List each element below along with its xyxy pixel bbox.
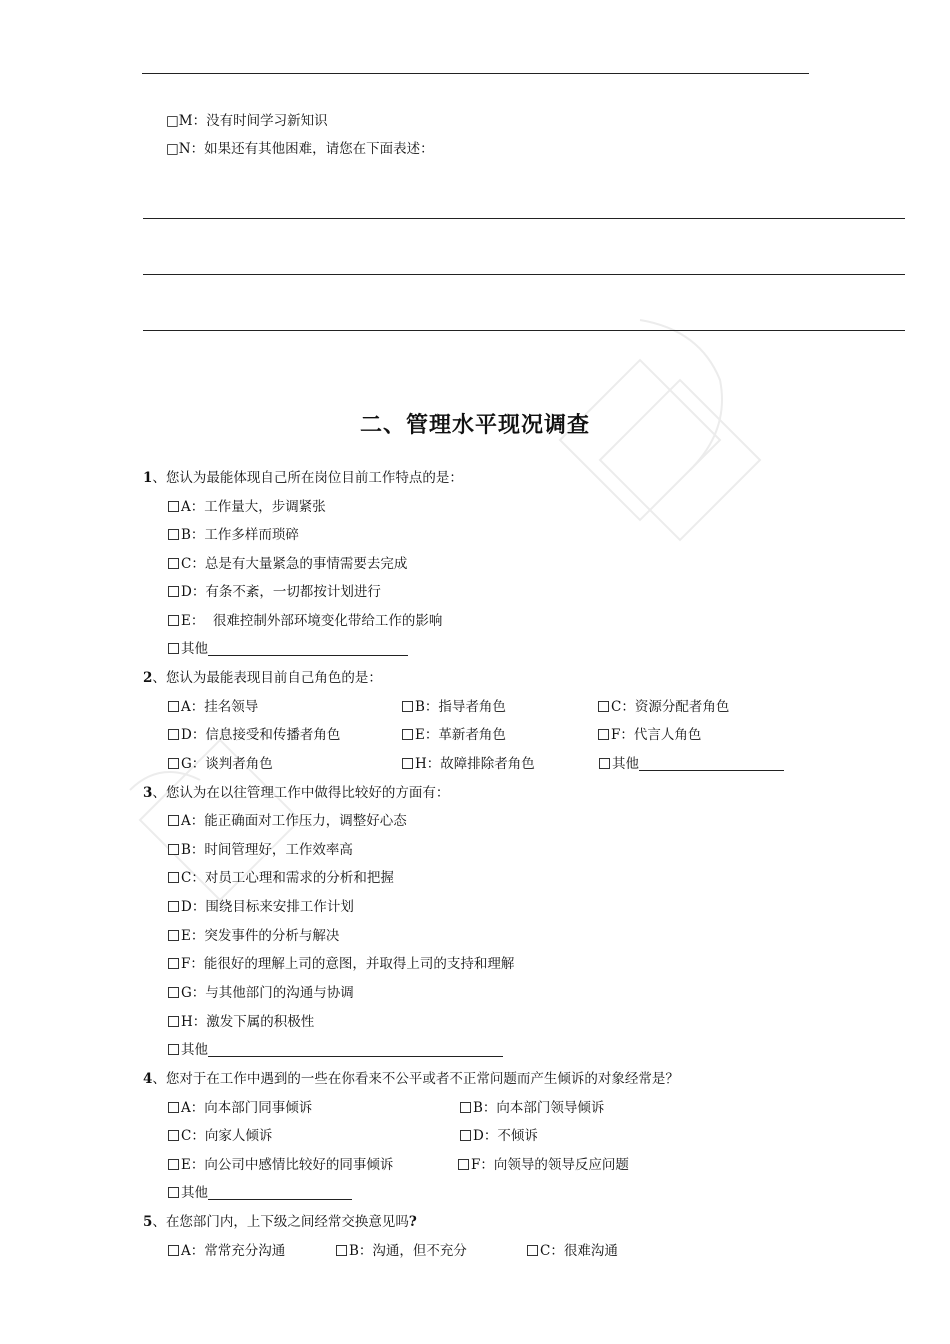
checkbox-icon[interactable] bbox=[168, 1245, 179, 1256]
question-3 bbox=[143, 781, 449, 801]
checkbox-icon[interactable] bbox=[460, 1102, 471, 1113]
other-blank[interactable] bbox=[208, 642, 408, 656]
question-4 bbox=[143, 1067, 679, 1087]
q3-option-h[interactable] bbox=[168, 1010, 314, 1030]
option-label: E：革新者角色 bbox=[415, 727, 506, 743]
q1-option-b[interactable] bbox=[168, 523, 299, 543]
q3-option-b[interactable] bbox=[168, 838, 353, 858]
q4-option-e[interactable] bbox=[168, 1153, 393, 1173]
answer-line[interactable] bbox=[143, 330, 905, 331]
option-label: C：很难沟通 bbox=[540, 1243, 618, 1259]
checkbox-icon[interactable] bbox=[168, 872, 179, 883]
checkbox-icon[interactable] bbox=[168, 1102, 179, 1113]
option-m-label: □M：没有时间学习新知识 bbox=[166, 113, 328, 129]
option-label: B：向本部门领导倾诉 bbox=[473, 1100, 605, 1116]
question-number: 1 bbox=[143, 470, 153, 486]
q1-option-c[interactable] bbox=[168, 552, 407, 572]
checkbox-icon[interactable] bbox=[168, 729, 179, 740]
option-label: A：工作量大，步调紧张 bbox=[181, 499, 326, 515]
other-blank[interactable] bbox=[639, 757, 784, 771]
option-label: E：突发事件的分析与解决 bbox=[181, 928, 340, 944]
checkbox-icon[interactable] bbox=[168, 1159, 179, 1170]
question-text: 、您认为最能体现自己所在岗位目前工作特点的是： bbox=[152, 470, 463, 486]
q2-option-g[interactable] bbox=[168, 752, 273, 772]
option-label: G：谈判者角色 bbox=[181, 756, 273, 772]
option-label: 其他 bbox=[612, 756, 639, 772]
q3-option-f[interactable] bbox=[168, 952, 514, 972]
checkbox-icon[interactable] bbox=[168, 558, 179, 569]
option-label: D：有条不紊，一切都按计划进行 bbox=[181, 584, 381, 600]
option-label: B：工作多样而琐碎 bbox=[181, 527, 299, 543]
checkbox-icon[interactable] bbox=[168, 615, 179, 626]
question-text: 、您认为最能表现目前自己角色的是： bbox=[152, 670, 382, 686]
checkbox-icon[interactable] bbox=[168, 1130, 179, 1141]
option-label: A：能正确面对工作压力，调整好心态 bbox=[181, 813, 407, 829]
other-blank[interactable] bbox=[208, 1043, 503, 1057]
option-label: 其他 bbox=[181, 1042, 208, 1058]
checkbox-icon[interactable] bbox=[168, 1044, 179, 1055]
q4-option-c[interactable] bbox=[168, 1124, 272, 1144]
answer-line[interactable] bbox=[143, 218, 905, 219]
q3-option-other[interactable] bbox=[168, 1038, 503, 1058]
option-label: C：对员工心理和需求的分析和把握 bbox=[181, 870, 394, 886]
option-label: A：常常充分沟通 bbox=[181, 1243, 286, 1259]
question-text: 、您对于在工作中遇到的一些在你看来不公平或者不正常问题而产生倾诉的对象经常是？ bbox=[152, 1071, 679, 1087]
option-label: A：挂名领导 bbox=[181, 699, 259, 715]
option-label: E：向公司中感情比较好的同事倾诉 bbox=[181, 1157, 394, 1173]
checkbox-icon[interactable] bbox=[168, 501, 179, 512]
option-label: F：代言人角色 bbox=[611, 727, 702, 743]
q2-option-e[interactable] bbox=[402, 723, 506, 743]
q1-option-d[interactable] bbox=[168, 580, 381, 600]
q4-option-f[interactable] bbox=[458, 1153, 629, 1173]
option-n-label: □N：如果还有其他困难，请您在下面表述： bbox=[166, 141, 434, 157]
checkbox-icon[interactable] bbox=[168, 844, 179, 855]
section-title: 二、管理水平现况调查 bbox=[359, 413, 590, 438]
option-n[interactable] bbox=[166, 137, 434, 157]
option-label: 其他 bbox=[181, 641, 208, 657]
checkbox-icon[interactable] bbox=[458, 1159, 469, 1170]
q3-option-c[interactable] bbox=[168, 866, 394, 886]
option-label: D：信息接受和传播者角色 bbox=[181, 727, 341, 743]
option-label: H：激发下属的积极性 bbox=[181, 1014, 315, 1030]
q2-option-c[interactable] bbox=[598, 695, 729, 715]
question-number: 5 bbox=[143, 1214, 153, 1230]
checkbox-icon[interactable] bbox=[168, 958, 179, 969]
option-label: G：与其他部门的沟通与协调 bbox=[181, 985, 354, 1001]
question-number: 2 bbox=[143, 670, 153, 686]
checkbox-icon[interactable] bbox=[168, 987, 179, 998]
question-text: 、在您部门内，上下级之间经常交换意见吗 bbox=[152, 1214, 409, 1230]
option-m[interactable] bbox=[166, 109, 328, 129]
checkbox-icon[interactable] bbox=[598, 701, 609, 712]
q2-option-b[interactable] bbox=[402, 695, 506, 715]
option-label: C：向家人倾诉 bbox=[181, 1128, 273, 1144]
checkbox-icon[interactable] bbox=[168, 529, 179, 540]
q5-option-a[interactable] bbox=[168, 1239, 285, 1259]
q1-option-other[interactable] bbox=[168, 637, 408, 657]
checkbox-icon[interactable] bbox=[402, 701, 413, 712]
q3-option-e[interactable] bbox=[168, 924, 339, 944]
option-label: 其他 bbox=[181, 1185, 208, 1201]
checkbox-icon[interactable] bbox=[402, 729, 413, 740]
checkbox-icon[interactable] bbox=[168, 701, 179, 712]
checkbox-icon[interactable] bbox=[599, 758, 610, 769]
q3-option-g[interactable] bbox=[168, 981, 354, 1001]
checkbox-icon[interactable] bbox=[598, 729, 609, 740]
option-label: B：指导者角色 bbox=[415, 699, 506, 715]
checkbox-icon[interactable] bbox=[168, 930, 179, 941]
checkbox-icon[interactable] bbox=[168, 758, 179, 769]
q5-option-c[interactable] bbox=[527, 1239, 618, 1259]
question-number: 4 bbox=[143, 1071, 153, 1087]
question-number: 3 bbox=[143, 785, 153, 801]
option-label: C：资源分配者角色 bbox=[611, 699, 730, 715]
question-2 bbox=[143, 666, 382, 686]
header-rule bbox=[142, 73, 809, 74]
q1-option-a[interactable] bbox=[168, 495, 326, 515]
option-label: C：总是有大量紧急的事情需要去完成 bbox=[181, 556, 408, 572]
q2-option-f[interactable] bbox=[598, 723, 701, 743]
checkbox-icon[interactable] bbox=[460, 1130, 471, 1141]
option-label: A：向本部门同事倾诉 bbox=[181, 1100, 313, 1116]
q2-option-a[interactable] bbox=[168, 695, 258, 715]
question-1 bbox=[143, 466, 463, 486]
q2-option-h[interactable] bbox=[402, 752, 535, 772]
q4-option-b[interactable] bbox=[460, 1096, 604, 1116]
q3-option-a[interactable] bbox=[168, 809, 407, 829]
q3-option-d[interactable] bbox=[168, 895, 354, 915]
option-label: D：围绕目标来安排工作计划 bbox=[181, 899, 354, 915]
question-5 bbox=[143, 1210, 417, 1230]
option-label: F：能很好的理解上司的意图，并取得上司的支持和理解 bbox=[181, 956, 515, 972]
other-blank[interactable] bbox=[208, 1186, 352, 1200]
checkbox-icon[interactable] bbox=[168, 586, 179, 597]
option-label: D：不倾诉 bbox=[473, 1128, 538, 1144]
answer-line[interactable] bbox=[143, 274, 905, 275]
option-label: B：时间管理好，工作效率高 bbox=[181, 842, 353, 858]
q4-option-other[interactable] bbox=[168, 1181, 352, 1201]
q4-option-d[interactable] bbox=[460, 1124, 538, 1144]
checkbox-icon[interactable] bbox=[168, 643, 179, 654]
option-label: E： 很难控制外部环境变化带给工作的影响 bbox=[181, 613, 443, 629]
checkbox-icon[interactable] bbox=[336, 1245, 347, 1256]
checkbox-icon[interactable] bbox=[527, 1245, 538, 1256]
checkbox-icon[interactable] bbox=[168, 1187, 179, 1198]
q2-option-other[interactable] bbox=[599, 752, 784, 772]
checkbox-icon[interactable] bbox=[402, 758, 413, 769]
checkbox-icon[interactable] bbox=[168, 815, 179, 826]
option-label: F：向领导的领导反应问题 bbox=[471, 1157, 629, 1173]
q1-option-e[interactable] bbox=[168, 609, 442, 629]
q4-option-a[interactable] bbox=[168, 1096, 312, 1116]
checkbox-icon[interactable] bbox=[168, 1016, 179, 1027]
q5-option-b[interactable] bbox=[336, 1239, 467, 1259]
option-label: B：沟通，但不充分 bbox=[349, 1243, 467, 1259]
checkbox-icon[interactable] bbox=[168, 901, 179, 912]
q2-option-d[interactable] bbox=[168, 723, 340, 743]
question-mark: ? bbox=[408, 1214, 417, 1230]
option-label: H：故障排除者角色 bbox=[415, 756, 535, 772]
question-text: 、您认为在以往管理工作中做得比较好的方面有： bbox=[152, 785, 450, 801]
